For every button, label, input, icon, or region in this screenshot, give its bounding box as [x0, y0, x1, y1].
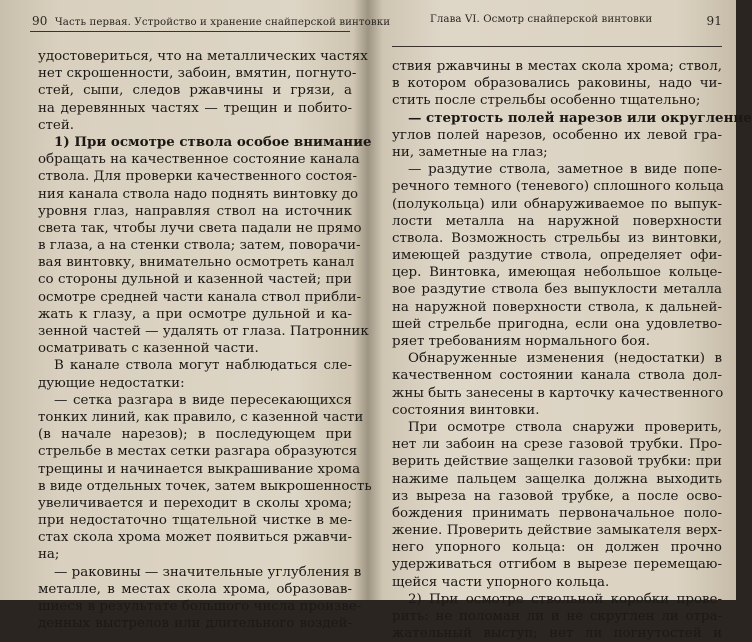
left-page-number: 90 [32, 14, 48, 28]
text-line: углов полей нарезов, особенно их левой гра- [392, 127, 722, 143]
right-page-number: 91 [706, 14, 722, 28]
text-line: ни, заметные на глаз; [392, 144, 548, 160]
text-line: в котором образовались раковины, надо чи- [392, 76, 722, 92]
text-line: света так, чтобы лучи света падали не прямо [38, 220, 362, 236]
text-line: При осмотре ствола снаружи проверить, [408, 419, 722, 435]
text-line: — сетка разгара в виде пересекающихся [54, 392, 352, 408]
left-running-head-text: Часть первая. Устройство и хранение снайперской винтовки [54, 17, 391, 28]
right-header-rule [392, 46, 722, 47]
text-line: жать к глазу, а при осмотре дульной и ка- [38, 306, 352, 322]
text-line: в виде отдельных точек, затем выкрошенность [38, 478, 372, 494]
text-line: ния канала ствола надо поднять винтовку до [38, 186, 359, 202]
text-line: вая винтовку, внимательно осмотреть канал [38, 255, 355, 271]
text-line: трещины и начинается выкрашивание хрома [38, 461, 361, 477]
text-line: нет скрошенности, забоин, вмятин, погнуто- [38, 66, 357, 82]
text-line: него упорного кольца: он должен прочно [392, 540, 722, 556]
text-line: осматривать с казенной части. [38, 341, 259, 357]
text-line: 2) При осмотре ствольной коробки прове- [408, 591, 722, 607]
text-line: ствия ржавчины в местах скола хрома; ствол, [392, 59, 722, 74]
text-line: удерживаться отгибом в вырезе перемещаю- [392, 557, 722, 573]
text-line: ряет требованиям нормального боя. [392, 334, 651, 349]
text-line: стрельбе в местах сетки разгара образуются [38, 444, 358, 460]
text-line: тонких линий, как правило, с казенной части [38, 409, 364, 425]
text-line: бождения принимать первоначальное поло- [392, 505, 722, 521]
text-line: дующие недостатки: [38, 375, 185, 391]
text-line: верить действие защелки газовой трубки: при [392, 454, 722, 470]
text-line: при недостаточно тщательной чистке в ме- [38, 513, 352, 529]
text-line: стах скола хрома может появиться ржавчи- [38, 530, 352, 546]
text-line: речного темного (теневого) сплошного кольца [392, 179, 724, 195]
text-line: удостовериться, что на металлических частях [38, 49, 368, 64]
text-line: увеличивается и переходит в сколы хрома; [38, 495, 352, 511]
text-line: со стороны дульной и казенной частей; при [38, 272, 352, 288]
text-line: состояния винтовки. [392, 402, 540, 418]
text-line: жны быть занесены в карточку качественного [392, 385, 724, 401]
text-line: щейся части упорного кольца. [392, 574, 610, 590]
text-line: на деревянных частях — трещин и побито- [38, 100, 352, 116]
text-line: рить: не поломан ли и не скруглен ли отра- [392, 609, 722, 624]
text-line: жательный выступ; нет ли погнутостей и [392, 626, 722, 642]
left-running-head [32, 14, 390, 28]
text-line: осмотре средней части канала ствол прибли- [38, 289, 362, 305]
text-line: шей стрельбе пригодна, если она удовлетво- [392, 316, 722, 332]
text-line: стей. [38, 117, 75, 133]
text-line: вое раздутие ствола без выпуклости металла [392, 282, 722, 298]
text-line: имеющей раздутие ствола, определяет офи- [392, 248, 722, 264]
text-line: нет ли забоин на срезе газовой трубки. Про- [392, 437, 722, 453]
text-line: — раздутие ствола, заметное в виде попе- [408, 162, 722, 178]
text-line: 1) При осмотре ствола особое внимание [54, 133, 372, 150]
text-line: (в начале нарезов); в последующем при [38, 427, 352, 443]
right-running-head [430, 14, 722, 28]
right-page [368, 0, 752, 642]
left-header-rule [30, 31, 350, 32]
text-line: денных выстрелов или длительного воздей- [38, 616, 352, 632]
left-body-text [38, 48, 372, 632]
text-line: из выреза на газовой трубке, а после осво- [392, 488, 722, 504]
text-line: шиеся в результате большого числа произве- [38, 599, 362, 614]
text-line: в глаза, а на стенки ствола; затем, поворачи- [38, 238, 361, 254]
text-line: В канале ствола могут наблюдаться сле- [54, 358, 352, 374]
text-line: цер. Винтовка, имеющая небольшое кольце- [392, 265, 722, 281]
text-line: жение. Проверить действие замыкателя верх- [392, 523, 722, 539]
text-line: металле, в местах скола хрома, образовав- [38, 581, 352, 597]
text-line: стей, сыпи, следов ржавчины и грязи, а [38, 83, 352, 99]
text-line: нажиме пальцем защелка должна выходить [392, 471, 722, 487]
text-line: — стертость полей нарезов или округление [408, 109, 752, 126]
text-line: ствола. Возможность стрельбы из винтовки, [392, 230, 722, 246]
text-line: стить после стрельбы особенно тщательно; [392, 93, 701, 109]
text-line: на; [38, 547, 60, 563]
text-line: на наружной поверхности ствола, к дальней- [392, 299, 722, 315]
text-line: уровня глаз, направляя ствол на источник [38, 203, 352, 219]
text-line: (полукольца) или обнаруживаемое по выпук- [392, 196, 722, 212]
text-line: качественном состоянии канала ствола дол- [392, 368, 722, 384]
text-line: Обнаруженные изменения (недостатки) в [408, 351, 722, 367]
right-body-text [392, 58, 752, 642]
text-line: обращать на качественное состояние канала [38, 152, 360, 168]
right-running-head-text: Глава VI. Осмотр снайперской винтовки [430, 14, 653, 25]
text-line: зенной частей — удалять от глаза. Патронник [38, 324, 369, 339]
text-line: ствола. Для проверки качественного состоя- [38, 169, 358, 185]
text-line: — раковины — значительные углубления в [54, 564, 362, 580]
text-line: лости металла на наружной поверхности [392, 213, 722, 229]
